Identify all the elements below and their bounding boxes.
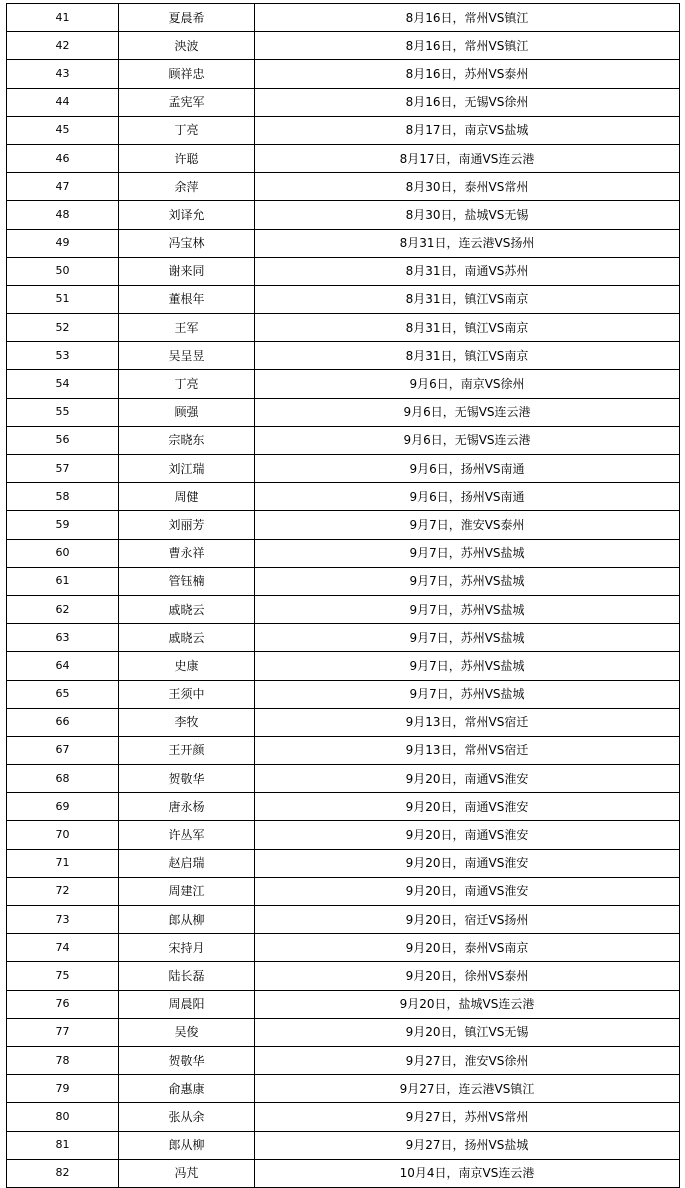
table-row <box>7 765 680 793</box>
referee-name-cell: 周建江 <box>119 877 255 905</box>
row-number-cell: 77 <box>7 1018 119 1046</box>
match-info-cell: 8月31日，南通VS苏州 <box>255 257 680 285</box>
row-number-cell: 50 <box>7 257 119 285</box>
table-row <box>7 934 680 962</box>
table-row <box>7 60 680 88</box>
row-number-cell: 67 <box>7 736 119 764</box>
table-row <box>7 370 680 398</box>
referee-name-cell: 许聪 <box>119 144 255 172</box>
row-number-cell: 48 <box>7 201 119 229</box>
row-number-cell: 53 <box>7 342 119 370</box>
row-number-cell: 64 <box>7 652 119 680</box>
row-number-cell: 74 <box>7 934 119 962</box>
referee-assignment-table-container <box>6 3 679 1188</box>
table-row <box>7 483 680 511</box>
row-number-cell: 55 <box>7 398 119 426</box>
match-info-cell: 9月20日，南通VS淮安 <box>255 821 680 849</box>
table-row <box>7 652 680 680</box>
referee-name-cell: 王须中 <box>119 680 255 708</box>
row-number-cell: 75 <box>7 962 119 990</box>
table-row <box>7 116 680 144</box>
match-info-cell: 8月17日，南通VS连云港 <box>255 144 680 172</box>
referee-name-cell: 丁亮 <box>119 370 255 398</box>
match-info-cell: 9月20日，盐城VS连云港 <box>255 990 680 1018</box>
table-row <box>7 426 680 454</box>
row-number-cell: 56 <box>7 426 119 454</box>
referee-name-cell: 谢来同 <box>119 257 255 285</box>
referee-name-cell: 泱波 <box>119 32 255 60</box>
referee-name-cell: 宗晓东 <box>119 426 255 454</box>
table-row <box>7 314 680 342</box>
referee-name-cell: 冯宝林 <box>119 229 255 257</box>
referee-name-cell: 顾祥忠 <box>119 60 255 88</box>
match-info-cell: 9月27日，苏州VS常州 <box>255 1103 680 1131</box>
table-row <box>7 229 680 257</box>
table-row <box>7 398 680 426</box>
referee-name-cell: 管钰楠 <box>119 567 255 595</box>
match-info-cell: 9月6日，扬州VS南通 <box>255 455 680 483</box>
referee-name-cell: 吴俊 <box>119 1018 255 1046</box>
table-row <box>7 1131 680 1159</box>
match-info-cell: 9月6日，无锡VS连云港 <box>255 426 680 454</box>
table-row <box>7 567 680 595</box>
table-row <box>7 624 680 652</box>
match-info-cell: 8月16日，无锡VS徐州 <box>255 88 680 116</box>
match-info-cell: 9月7日，苏州VS盐城 <box>255 680 680 708</box>
referee-name-cell: 戚晓云 <box>119 595 255 623</box>
match-info-cell: 9月6日，扬州VS南通 <box>255 483 680 511</box>
referee-name-cell: 孟宪军 <box>119 88 255 116</box>
match-info-cell: 9月7日，苏州VS盐城 <box>255 539 680 567</box>
row-number-cell: 42 <box>7 32 119 60</box>
referee-name-cell: 顾强 <box>119 398 255 426</box>
match-info-cell: 9月7日，苏州VS盐城 <box>255 595 680 623</box>
table-row <box>7 4 680 32</box>
table-row <box>7 680 680 708</box>
table-row <box>7 877 680 905</box>
referee-name-cell: 贺敬华 <box>119 765 255 793</box>
row-number-cell: 51 <box>7 285 119 313</box>
match-info-cell: 8月16日，常州VS镇江 <box>255 32 680 60</box>
row-number-cell: 62 <box>7 595 119 623</box>
table-row <box>7 455 680 483</box>
row-number-cell: 73 <box>7 906 119 934</box>
match-info-cell: 8月31日，镇江VS南京 <box>255 342 680 370</box>
referee-name-cell: 赵启瑞 <box>119 849 255 877</box>
table-row <box>7 539 680 567</box>
table-row <box>7 173 680 201</box>
row-number-cell: 68 <box>7 765 119 793</box>
match-info-cell: 9月13日，常州VS宿迁 <box>255 736 680 764</box>
table-row <box>7 1046 680 1074</box>
table-row <box>7 821 680 849</box>
match-info-cell: 9月7日，苏州VS盐城 <box>255 624 680 652</box>
table-row <box>7 511 680 539</box>
match-info-cell: 8月16日，苏州VS泰州 <box>255 60 680 88</box>
match-info-cell: 8月31日，连云港VS扬州 <box>255 229 680 257</box>
referee-name-cell: 周晨阳 <box>119 990 255 1018</box>
row-number-cell: 81 <box>7 1131 119 1159</box>
row-number-cell: 80 <box>7 1103 119 1131</box>
referee-name-cell: 王开颜 <box>119 736 255 764</box>
referee-name-cell: 冯芃 <box>119 1159 255 1187</box>
match-info-cell: 9月6日，无锡VS连云港 <box>255 398 680 426</box>
table-row <box>7 144 680 172</box>
table-row <box>7 990 680 1018</box>
match-info-cell: 9月20日，镇江VS无锡 <box>255 1018 680 1046</box>
referee-name-cell: 曹永祥 <box>119 539 255 567</box>
match-info-cell: 9月20日，南通VS淮安 <box>255 849 680 877</box>
table-row <box>7 285 680 313</box>
row-number-cell: 45 <box>7 116 119 144</box>
row-number-cell: 47 <box>7 173 119 201</box>
match-info-cell: 9月20日，南通VS淮安 <box>255 765 680 793</box>
table-body <box>7 4 680 1188</box>
referee-name-cell: 戚晓云 <box>119 624 255 652</box>
referee-name-cell: 夏晨希 <box>119 4 255 32</box>
referee-name-cell: 余萍 <box>119 173 255 201</box>
row-number-cell: 61 <box>7 567 119 595</box>
referee-name-cell: 俞惠康 <box>119 1075 255 1103</box>
match-info-cell: 9月20日，泰州VS南京 <box>255 934 680 962</box>
match-info-cell: 9月6日，南京VS徐州 <box>255 370 680 398</box>
match-info-cell: 9月27日，扬州VS盐城 <box>255 1131 680 1159</box>
row-number-cell: 58 <box>7 483 119 511</box>
match-info-cell: 8月30日，泰州VS常州 <box>255 173 680 201</box>
referee-name-cell: 吴呈昱 <box>119 342 255 370</box>
referee-name-cell: 张从余 <box>119 1103 255 1131</box>
match-info-cell: 9月20日，南通VS淮安 <box>255 877 680 905</box>
match-info-cell: 9月7日，苏州VS盐城 <box>255 652 680 680</box>
row-number-cell: 63 <box>7 624 119 652</box>
referee-name-cell: 宋持月 <box>119 934 255 962</box>
match-info-cell: 8月30日，盐城VS无锡 <box>255 201 680 229</box>
referee-name-cell: 郎从柳 <box>119 1131 255 1159</box>
row-number-cell: 82 <box>7 1159 119 1187</box>
table-row <box>7 1018 680 1046</box>
match-info-cell: 9月13日，常州VS宿迁 <box>255 708 680 736</box>
row-number-cell: 71 <box>7 849 119 877</box>
row-number-cell: 72 <box>7 877 119 905</box>
match-info-cell: 8月16日，常州VS镇江 <box>255 4 680 32</box>
referee-name-cell: 刘江瑞 <box>119 455 255 483</box>
table-row <box>7 708 680 736</box>
table-row <box>7 1159 680 1187</box>
referee-name-cell: 刘译允 <box>119 201 255 229</box>
row-number-cell: 57 <box>7 455 119 483</box>
table-row <box>7 962 680 990</box>
table-row <box>7 849 680 877</box>
referee-name-cell: 董根年 <box>119 285 255 313</box>
table-row <box>7 793 680 821</box>
row-number-cell: 66 <box>7 708 119 736</box>
referee-name-cell: 史康 <box>119 652 255 680</box>
referee-name-cell: 陆长磊 <box>119 962 255 990</box>
referee-name-cell: 郎从柳 <box>119 906 255 934</box>
referee-name-cell: 唐永杨 <box>119 793 255 821</box>
table-row <box>7 1075 680 1103</box>
row-number-cell: 76 <box>7 990 119 1018</box>
row-number-cell: 54 <box>7 370 119 398</box>
referee-name-cell: 许丛军 <box>119 821 255 849</box>
row-number-cell: 79 <box>7 1075 119 1103</box>
referee-name-cell: 贺敬华 <box>119 1046 255 1074</box>
match-info-cell: 8月31日，镇江VS南京 <box>255 285 680 313</box>
referee-name-cell: 刘丽芳 <box>119 511 255 539</box>
row-number-cell: 49 <box>7 229 119 257</box>
referee-assignment-table <box>6 3 680 1188</box>
match-info-cell: 9月7日，苏州VS盐城 <box>255 567 680 595</box>
match-info-cell: 9月20日，徐州VS泰州 <box>255 962 680 990</box>
row-number-cell: 43 <box>7 60 119 88</box>
referee-name-cell: 周健 <box>119 483 255 511</box>
referee-name-cell: 王军 <box>119 314 255 342</box>
row-number-cell: 59 <box>7 511 119 539</box>
table-row <box>7 906 680 934</box>
table-row <box>7 257 680 285</box>
table-row <box>7 342 680 370</box>
row-number-cell: 70 <box>7 821 119 849</box>
match-info-cell: 9月7日，淮安VS泰州 <box>255 511 680 539</box>
table-row <box>7 201 680 229</box>
referee-name-cell: 李牧 <box>119 708 255 736</box>
match-info-cell: 9月27日，淮安VS徐州 <box>255 1046 680 1074</box>
table-row <box>7 1103 680 1131</box>
table-row <box>7 736 680 764</box>
match-info-cell: 9月20日，宿迁VS扬州 <box>255 906 680 934</box>
match-info-cell: 10月4日，南京VS连云港 <box>255 1159 680 1187</box>
table-row <box>7 32 680 60</box>
row-number-cell: 78 <box>7 1046 119 1074</box>
match-info-cell: 9月20日，南通VS淮安 <box>255 793 680 821</box>
row-number-cell: 65 <box>7 680 119 708</box>
table-row <box>7 595 680 623</box>
row-number-cell: 41 <box>7 4 119 32</box>
row-number-cell: 46 <box>7 144 119 172</box>
referee-name-cell: 丁亮 <box>119 116 255 144</box>
row-number-cell: 44 <box>7 88 119 116</box>
row-number-cell: 69 <box>7 793 119 821</box>
row-number-cell: 52 <box>7 314 119 342</box>
row-number-cell: 60 <box>7 539 119 567</box>
match-info-cell: 8月31日，镇江VS南京 <box>255 314 680 342</box>
match-info-cell: 8月17日，南京VS盐城 <box>255 116 680 144</box>
table-row <box>7 88 680 116</box>
match-info-cell: 9月27日，连云港VS镇江 <box>255 1075 680 1103</box>
